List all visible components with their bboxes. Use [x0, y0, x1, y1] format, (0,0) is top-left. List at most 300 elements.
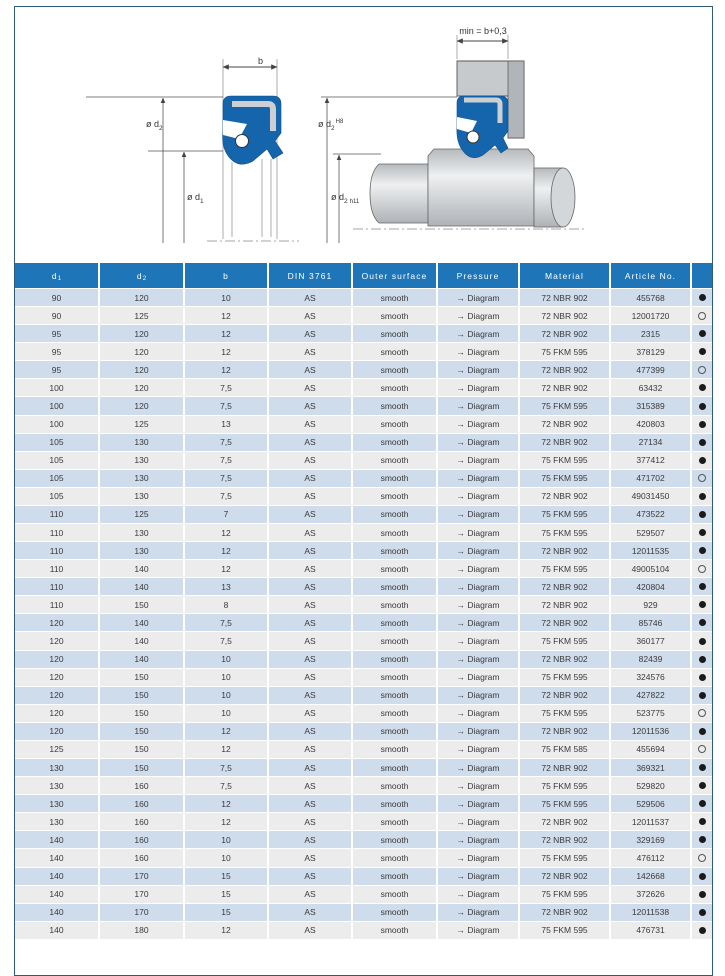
cell-outer-surface: smooth: [353, 560, 436, 577]
cell-material: 75 FKM 595: [520, 795, 609, 812]
cell-outer-surface: smooth: [353, 452, 436, 469]
cell-d1: 95: [15, 361, 98, 378]
cell-article-no: 378129: [611, 343, 690, 360]
cell-material: 72 NBR 902: [520, 614, 609, 631]
cell-availability: [692, 524, 712, 541]
cell-availability: [692, 705, 712, 722]
cell-d1: 120: [15, 651, 98, 668]
cell-d1: 100: [15, 416, 98, 433]
cell-din: AS: [269, 651, 351, 668]
cell-availability: [692, 868, 712, 885]
cell-material: 72 NBR 902: [520, 831, 609, 848]
table-row: [15, 795, 712, 812]
cell-outer-surface: smooth: [353, 922, 436, 939]
cell-pressure: → Diagram: [438, 632, 518, 649]
cell-b: 12: [185, 560, 267, 577]
cell-outer-surface: smooth: [353, 361, 436, 378]
column-header-outer-surface: Outer surface: [353, 263, 436, 288]
cell-b: 12: [185, 524, 267, 541]
cell-availability: [692, 542, 712, 559]
cell-pressure: → Diagram: [438, 596, 518, 613]
column-header-pressure: Pressure: [438, 263, 518, 288]
cell-outer-surface: smooth: [353, 434, 436, 451]
cell-d2: 160: [100, 813, 183, 830]
cell-availability: [692, 741, 712, 758]
table-row: [15, 524, 712, 541]
filled-circle-icon: [699, 891, 706, 898]
cell-article-no: 12011535: [611, 542, 690, 559]
cell-d1: 110: [15, 560, 98, 577]
cell-din: AS: [269, 849, 351, 866]
cell-material: 75 FKM 595: [520, 886, 609, 903]
cell-article-no: 329169: [611, 831, 690, 848]
cell-pressure: → Diagram: [438, 560, 518, 577]
filled-circle-icon: [699, 384, 706, 391]
cell-material: 75 FKM 595: [520, 922, 609, 939]
cell-material: 72 NBR 902: [520, 813, 609, 830]
table-row: [15, 506, 712, 523]
cell-pressure: → Diagram: [438, 922, 518, 939]
cell-d1: 140: [15, 868, 98, 885]
cell-outer-surface: smooth: [353, 795, 436, 812]
cell-outer-surface: smooth: [353, 524, 436, 541]
cell-availability: [692, 470, 712, 487]
shaft: [370, 149, 575, 227]
cell-d2: 160: [100, 795, 183, 812]
open-circle-icon: [698, 854, 706, 862]
cell-b: 15: [185, 886, 267, 903]
installed-seal: [457, 96, 508, 158]
cell-din: AS: [269, 524, 351, 541]
cell-din: AS: [269, 488, 351, 505]
filled-circle-icon: [699, 348, 706, 355]
filled-circle-icon: [699, 403, 706, 410]
cell-outer-surface: smooth: [353, 868, 436, 885]
cell-pressure: → Diagram: [438, 434, 518, 451]
cell-din: AS: [269, 904, 351, 921]
cell-din: AS: [269, 669, 351, 686]
cell-d2: 120: [100, 343, 183, 360]
table-row: [15, 886, 712, 903]
cell-d1: 120: [15, 669, 98, 686]
cell-pressure: → Diagram: [438, 669, 518, 686]
cell-d1: 140: [15, 886, 98, 903]
cell-material: 75 FKM 595: [520, 506, 609, 523]
cell-article-no: 477399: [611, 361, 690, 378]
table-row: [15, 434, 712, 451]
table-header-row: [15, 263, 712, 288]
dim-label-min-depth: min = b+0,3: [459, 26, 507, 36]
cell-d2: 125: [100, 416, 183, 433]
cell-d2: 125: [100, 307, 183, 324]
cell-article-no: 27134: [611, 434, 690, 451]
cell-material: 72 NBR 902: [520, 542, 609, 559]
cell-article-no: 82439: [611, 651, 690, 668]
cell-b: 7,5: [185, 632, 267, 649]
cell-material: 72 NBR 902: [520, 289, 609, 306]
cell-availability: [692, 560, 712, 577]
cell-din: AS: [269, 705, 351, 722]
cell-d2: 150: [100, 669, 183, 686]
cell-b: 12: [185, 922, 267, 939]
table-row: [15, 813, 712, 830]
cell-din: AS: [269, 723, 351, 740]
cell-b: 15: [185, 904, 267, 921]
cell-article-no: 473522: [611, 506, 690, 523]
cell-din: AS: [269, 289, 351, 306]
cell-availability: [692, 578, 712, 595]
cell-d2: 140: [100, 560, 183, 577]
cell-material: 72 NBR 902: [520, 651, 609, 668]
cell-d1: 110: [15, 506, 98, 523]
cell-pressure: → Diagram: [438, 343, 518, 360]
cell-pressure: → Diagram: [438, 849, 518, 866]
cell-availability: [692, 488, 712, 505]
filled-circle-icon: [699, 330, 706, 337]
cell-d1: 140: [15, 849, 98, 866]
table-row: [15, 723, 712, 740]
dimension-table: [15, 263, 712, 940]
table-row: [15, 488, 712, 505]
cell-article-no: 529507: [611, 524, 690, 541]
filled-circle-icon: [699, 927, 706, 934]
cell-availability: [692, 886, 712, 903]
cell-din: AS: [269, 578, 351, 595]
column-header-material: Material: [520, 263, 609, 288]
cell-din: AS: [269, 542, 351, 559]
cell-din: AS: [269, 886, 351, 903]
filled-circle-icon: [699, 493, 706, 500]
cell-d1: 95: [15, 343, 98, 360]
cell-article-no: 49005104: [611, 560, 690, 577]
cell-d2: 120: [100, 289, 183, 306]
cell-material: 75 FKM 595: [520, 632, 609, 649]
cell-din: AS: [269, 361, 351, 378]
cell-pressure: → Diagram: [438, 868, 518, 885]
cell-b: 8: [185, 596, 267, 613]
filled-circle-icon: [699, 583, 706, 590]
cell-pressure: → Diagram: [438, 795, 518, 812]
dim-label-d1: ø $d_1$: [187, 192, 204, 205]
dim-label-b: b: [258, 56, 264, 66]
cell-b: 7,5: [185, 397, 267, 414]
table-row: [15, 560, 712, 577]
cell-outer-surface: smooth: [353, 470, 436, 487]
cell-b: 10: [185, 687, 267, 704]
cell-availability: [692, 723, 712, 740]
cell-pressure: → Diagram: [438, 488, 518, 505]
cell-b: 10: [185, 705, 267, 722]
cell-outer-surface: smooth: [353, 578, 436, 595]
cell-d2: 150: [100, 723, 183, 740]
column-header-b: b: [185, 263, 267, 288]
cell-pressure: → Diagram: [438, 687, 518, 704]
filled-circle-icon: [699, 873, 706, 880]
cell-d2: 125: [100, 506, 183, 523]
cell-pressure: → Diagram: [438, 379, 518, 396]
cell-article-no: 85746: [611, 614, 690, 631]
cell-availability: [692, 416, 712, 433]
filled-circle-icon: [699, 294, 706, 301]
cell-pressure: → Diagram: [438, 777, 518, 794]
cell-d2: 170: [100, 904, 183, 921]
cell-din: AS: [269, 434, 351, 451]
filled-circle-icon: [699, 764, 706, 771]
cell-article-no: 12011537: [611, 813, 690, 830]
table-row: [15, 741, 712, 758]
cell-article-no: 63432: [611, 379, 690, 396]
cell-din: AS: [269, 452, 351, 469]
cell-d1: 110: [15, 542, 98, 559]
cell-d1: 120: [15, 614, 98, 631]
open-circle-icon: [698, 312, 706, 320]
dim-label-bore: ø $d_2^{H8}$: [318, 119, 344, 132]
cell-availability: [692, 795, 712, 812]
cell-b: 7,5: [185, 759, 267, 776]
filled-circle-icon: [699, 818, 706, 825]
cell-outer-surface: smooth: [353, 777, 436, 794]
cell-pressure: → Diagram: [438, 524, 518, 541]
cell-outer-surface: smooth: [353, 669, 436, 686]
cell-pressure: → Diagram: [438, 813, 518, 830]
cell-material: 75 FKM 595: [520, 777, 609, 794]
cell-d2: 170: [100, 886, 183, 903]
table-row: [15, 289, 712, 306]
cell-availability: [692, 325, 712, 342]
cell-d1: 100: [15, 379, 98, 396]
cell-pressure: → Diagram: [438, 723, 518, 740]
cell-d2: 130: [100, 542, 183, 559]
cell-d2: 160: [100, 777, 183, 794]
cell-material: 72 NBR 902: [520, 759, 609, 776]
cell-d2: 140: [100, 632, 183, 649]
cell-d1: 140: [15, 922, 98, 939]
cell-outer-surface: smooth: [353, 632, 436, 649]
column-header-d1: d $_1$: [15, 263, 98, 288]
cell-d2: 160: [100, 831, 183, 848]
filled-circle-icon: [699, 638, 706, 645]
table-row: [15, 416, 712, 433]
cell-b: 15: [185, 868, 267, 885]
catalog-page: [14, 6, 713, 976]
cell-b: 13: [185, 578, 267, 595]
cell-d2: 170: [100, 868, 183, 885]
cell-pressure: → Diagram: [438, 307, 518, 324]
cell-d1: 105: [15, 452, 98, 469]
cell-outer-surface: smooth: [353, 343, 436, 360]
cell-d2: 130: [100, 488, 183, 505]
table-row: [15, 904, 712, 921]
cell-d1: 120: [15, 705, 98, 722]
cell-availability: [692, 452, 712, 469]
cell-d1: 130: [15, 795, 98, 812]
cell-pressure: → Diagram: [438, 325, 518, 342]
cell-d1: 110: [15, 578, 98, 595]
cell-outer-surface: smooth: [353, 307, 436, 324]
cell-article-no: 929: [611, 596, 690, 613]
cell-availability: [692, 614, 712, 631]
filled-circle-icon: [699, 511, 706, 518]
cell-pressure: → Diagram: [438, 542, 518, 559]
cell-b: 12: [185, 343, 267, 360]
cell-b: 7,5: [185, 470, 267, 487]
cell-material: 72 NBR 902: [520, 361, 609, 378]
cell-article-no: 49031450: [611, 488, 690, 505]
cell-din: AS: [269, 596, 351, 613]
cell-article-no: 455694: [611, 741, 690, 758]
table-row: [15, 343, 712, 360]
table-row: [15, 578, 712, 595]
cell-d2: 130: [100, 434, 183, 451]
cell-outer-surface: smooth: [353, 488, 436, 505]
cell-d2: 180: [100, 922, 183, 939]
cell-d1: 120: [15, 723, 98, 740]
cell-outer-surface: smooth: [353, 325, 436, 342]
cell-material: 72 NBR 902: [520, 578, 609, 595]
cell-article-no: 2315: [611, 325, 690, 342]
cell-pressure: → Diagram: [438, 416, 518, 433]
cell-material: 72 NBR 902: [520, 488, 609, 505]
cell-d2: 140: [100, 578, 183, 595]
cell-din: AS: [269, 813, 351, 830]
cell-material: 72 NBR 902: [520, 379, 609, 396]
cell-d2: 150: [100, 741, 183, 758]
cell-material: 75 FKM 595: [520, 560, 609, 577]
table-row: [15, 868, 712, 885]
cell-material: 75 FKM 595: [520, 524, 609, 541]
cell-availability: [692, 632, 712, 649]
table-row: [15, 632, 712, 649]
cell-d1: 110: [15, 596, 98, 613]
cell-d2: 130: [100, 452, 183, 469]
filled-circle-icon: [699, 439, 706, 446]
cell-pressure: → Diagram: [438, 886, 518, 903]
cell-pressure: → Diagram: [438, 741, 518, 758]
filled-circle-icon: [699, 782, 706, 789]
cell-b: 12: [185, 795, 267, 812]
cell-outer-surface: smooth: [353, 416, 436, 433]
cell-d1: 140: [15, 904, 98, 921]
cell-material: 75 FKM 595: [520, 849, 609, 866]
cell-material: 75 FKM 595: [520, 343, 609, 360]
cell-material: 72 NBR 902: [520, 434, 609, 451]
cell-d2: 140: [100, 614, 183, 631]
cell-outer-surface: smooth: [353, 723, 436, 740]
open-circle-icon: [698, 565, 706, 573]
cell-material: 72 NBR 902: [520, 868, 609, 885]
cell-d2: 150: [100, 687, 183, 704]
cell-article-no: 324576: [611, 669, 690, 686]
cell-din: AS: [269, 741, 351, 758]
filled-circle-icon: [699, 619, 706, 626]
cell-article-no: 420804: [611, 578, 690, 595]
cell-article-no: 142668: [611, 868, 690, 885]
table-row: [15, 325, 712, 342]
cell-din: AS: [269, 868, 351, 885]
cell-availability: [692, 831, 712, 848]
cell-material: 72 NBR 902: [520, 416, 609, 433]
cell-pressure: → Diagram: [438, 397, 518, 414]
cell-b: 7,5: [185, 434, 267, 451]
cell-b: 7,5: [185, 379, 267, 396]
cell-outer-surface: smooth: [353, 705, 436, 722]
cell-availability: [692, 361, 712, 378]
cell-pressure: → Diagram: [438, 904, 518, 921]
cell-din: AS: [269, 343, 351, 360]
open-circle-icon: [698, 745, 706, 753]
open-circle-icon: [698, 474, 706, 482]
cell-availability: [692, 777, 712, 794]
filled-circle-icon: [699, 674, 706, 681]
cell-d2: 130: [100, 524, 183, 541]
cell-outer-surface: smooth: [353, 614, 436, 631]
open-circle-icon: [698, 709, 706, 717]
cell-outer-surface: smooth: [353, 813, 436, 830]
column-header-article-no: Article No.: [611, 263, 690, 288]
cell-outer-surface: smooth: [353, 831, 436, 848]
cell-article-no: 523775: [611, 705, 690, 722]
cell-article-no: 377412: [611, 452, 690, 469]
cell-b: 12: [185, 741, 267, 758]
cell-d1: 125: [15, 741, 98, 758]
cell-material: 75 FKM 595: [520, 452, 609, 469]
cell-availability: [692, 596, 712, 613]
column-header-din: DIN 3761: [269, 263, 351, 288]
dim-label-d2: ø $d_2$: [146, 119, 163, 132]
cell-outer-surface: smooth: [353, 651, 436, 668]
cell-pressure: → Diagram: [438, 759, 518, 776]
cell-article-no: 476731: [611, 922, 690, 939]
cell-d1: 105: [15, 470, 98, 487]
cell-availability: [692, 687, 712, 704]
cell-din: AS: [269, 922, 351, 939]
cell-article-no: 427822: [611, 687, 690, 704]
cell-article-no: 12011538: [611, 904, 690, 921]
cell-material: 75 FKM 595: [520, 397, 609, 414]
cell-article-no: 315389: [611, 397, 690, 414]
cell-article-no: 529506: [611, 795, 690, 812]
installation-drawing: [321, 35, 587, 243]
cell-din: AS: [269, 397, 351, 414]
cell-b: 10: [185, 289, 267, 306]
cell-din: AS: [269, 470, 351, 487]
technical-figure: [15, 7, 712, 263]
cell-d1: 100: [15, 397, 98, 414]
cell-d2: 120: [100, 361, 183, 378]
cell-d2: 150: [100, 759, 183, 776]
cell-d2: 140: [100, 651, 183, 668]
cell-article-no: 420803: [611, 416, 690, 433]
cell-d2: 160: [100, 849, 183, 866]
filled-circle-icon: [699, 421, 706, 428]
cell-d1: 90: [15, 307, 98, 324]
cell-d2: 120: [100, 379, 183, 396]
cell-availability: [692, 922, 712, 939]
cell-outer-surface: smooth: [353, 379, 436, 396]
cell-outer-surface: smooth: [353, 904, 436, 921]
cell-material: 72 NBR 902: [520, 723, 609, 740]
table-row: [15, 849, 712, 866]
cell-article-no: 476112: [611, 849, 690, 866]
cell-availability: [692, 759, 712, 776]
cell-din: AS: [269, 795, 351, 812]
seal-technical-drawing: [15, 7, 712, 263]
table-row: [15, 596, 712, 613]
cell-availability: [692, 651, 712, 668]
column-header-availability: [692, 263, 712, 288]
cell-material: 72 NBR 902: [520, 596, 609, 613]
cell-b: 12: [185, 325, 267, 342]
